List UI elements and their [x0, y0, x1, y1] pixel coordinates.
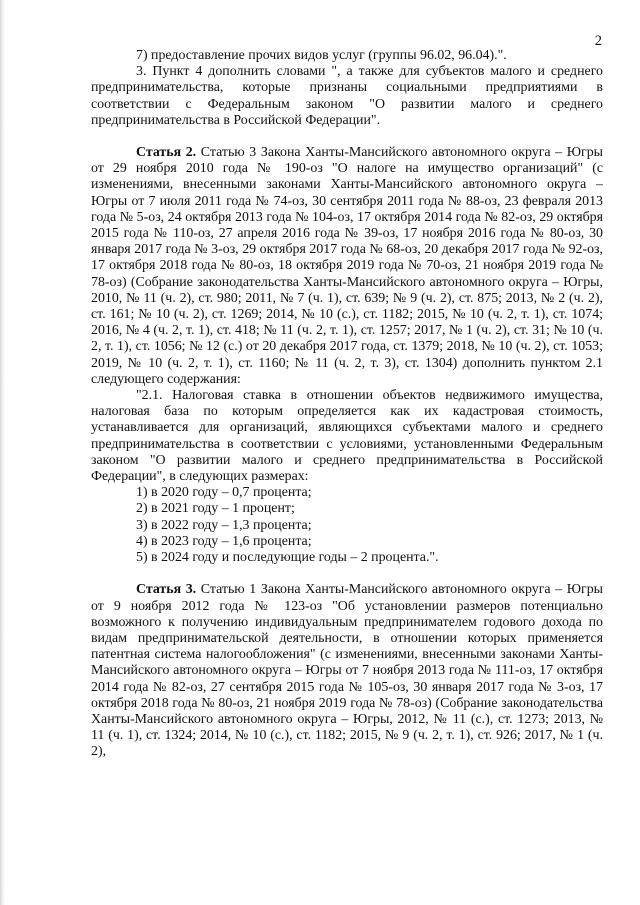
article-2-heading: Статья 2. [136, 145, 197, 161]
list-line-7: 7) предоставление прочих видов услуг (группы 96.02, 96.04).". [136, 48, 507, 63]
article-2-quote: "2.1. Налоговая ставка в отношении объектов недвижимого имущества, налоговая база по которым определяется как их кадастровая стоимость, устанавливается для организаций, являющихся субъектами малого и среднего предпринимательства в соответствии с условиями, установленными Федеральным законом "О развитии малого и среднего предпринимательства в Российской Федерации", в следующих размерах: [91, 388, 603, 485]
article-3-paragraph [91, 582, 603, 760]
article-2-paragraph [91, 145, 603, 388]
page-number: 2 [594, 33, 602, 49]
rate-item-2023: 4) в 2023 году – 1,6 процента; [136, 533, 312, 549]
rate-item-2021: 2) в 2021 году – 1 процент; [136, 501, 295, 517]
rate-item-2022: 3) в 2022 году – 1,3 процента; [136, 517, 312, 533]
article-3-heading: Статья 3. [136, 582, 197, 598]
article-2-body: Статью 3 Закона Ханты-Мансийского автономного округа – Югры от 29 ноября 2010 года № 190-оз "О налоге на имущество организаций" (с изменениями, внесенными законами Ханты-Мансийского автономного округа – Югры от 7 июля 2011 года № 74-оз, 30 сентября 2011 года № 88-оз, 23 февраля 2013 года № 5-оз, 24 октября 2013 года № 104-оз, 17 октября 2014 года № 82-оз, 29 октября 2015 года № 110-оз, 27 апреля 2016 года № 39-оз, 17 ноября 2016 года № 80-оз, 30 января 2017 года № 3-оз, 29 октября 2017 года № 68-оз, 20 декабря 2017 года № 92-оз, 17 октября 2018 года № 80-оз, 18 октября 2019 года № 70-оз, 21 ноября 2019 года № 78-оз) (Собрание законодательства Ханты-Мансийского автономного округа – Югры, 2010, № 11 (ч. 2), ст. 980; 2011, № 7 (ч. 1), ст. 639; № 9 (ч. 2), ст. 875; 2013, № 2 (ч. 2), ст. 161; № 10 (ч. 2), ст. 1269; 2014, № 10 (с.), ст. 1182; 2015, № 10 (ч. 2, т. 1), ст. 1074; 2016, № 4 (ч. 2, т. 1), ст. 418; № 11 (ч. 2, т. 1), ст. 1257; 2017, № 1 (ч. 2), ст. 31; № 10 (ч. 2, т. 1), ст. 1056; № 12 (с.) от 20 декабря 2017 года, ст. 1379; 2018, № 10 (ч. 2), ст. 1053; 2019, № 10 (ч. 2, т. 1), ст. 1160; № 11 (ч. 2, т. 3), ст. 1304) дополнить пунктом 2.1 следующего содержания: [91, 145, 603, 387]
article-3-body: Статью 1 Закона Ханты-Мансийского автономного округа – Югры от 9 ноября 2012 года № 123-оз "Об установлении размеров потенциально возможного к получению индивидуальным предпринимателем годового дохода по видам предпринимательской деятельности, в отношении которых применяется патентная система налогообложения" (с изменениями, внесенными законами Ханты-Мансийского автономного округа – Югры от 7 ноября 2013 года № 111-оз, 17 октября 2014 года № 82-оз, 27 сентября 2015 года № 105-оз, 30 января 2017 года № 3-оз, 17 октября 2018 года № 80-оз, 21 ноября 2019 года № 78-оз) (Собрание законодательства Ханты-Мансийского автономного округа – Югры, 2012, № 11 (с.), ст. 1273; 2013, № 11 (ч. 1), ст. 1324; 2014, № 10 (с.), ст. 1182; 2015, № 9 (ч. 2, т. 1), ст. 926; 2017, № 1 (ч. 2), [91, 582, 603, 760]
rate-item-2024: 5) в 2024 году и последующие годы – 2 процента.". [136, 550, 439, 566]
rate-item-2020: 1) в 2020 году – 0,7 процента; [136, 485, 312, 501]
paragraph-item-3: 3. Пункт 4 дополнить словами ", а также для субъектов малого и среднего предпринимательства, которые признаны социальными предприятиями в соответствии с Федеральным законом "О развитии малого и среднего предпринимательства в Российской Федерации". [91, 64, 603, 128]
document-body [91, 48, 603, 761]
scan-edge-shadow [0, 0, 5, 905]
